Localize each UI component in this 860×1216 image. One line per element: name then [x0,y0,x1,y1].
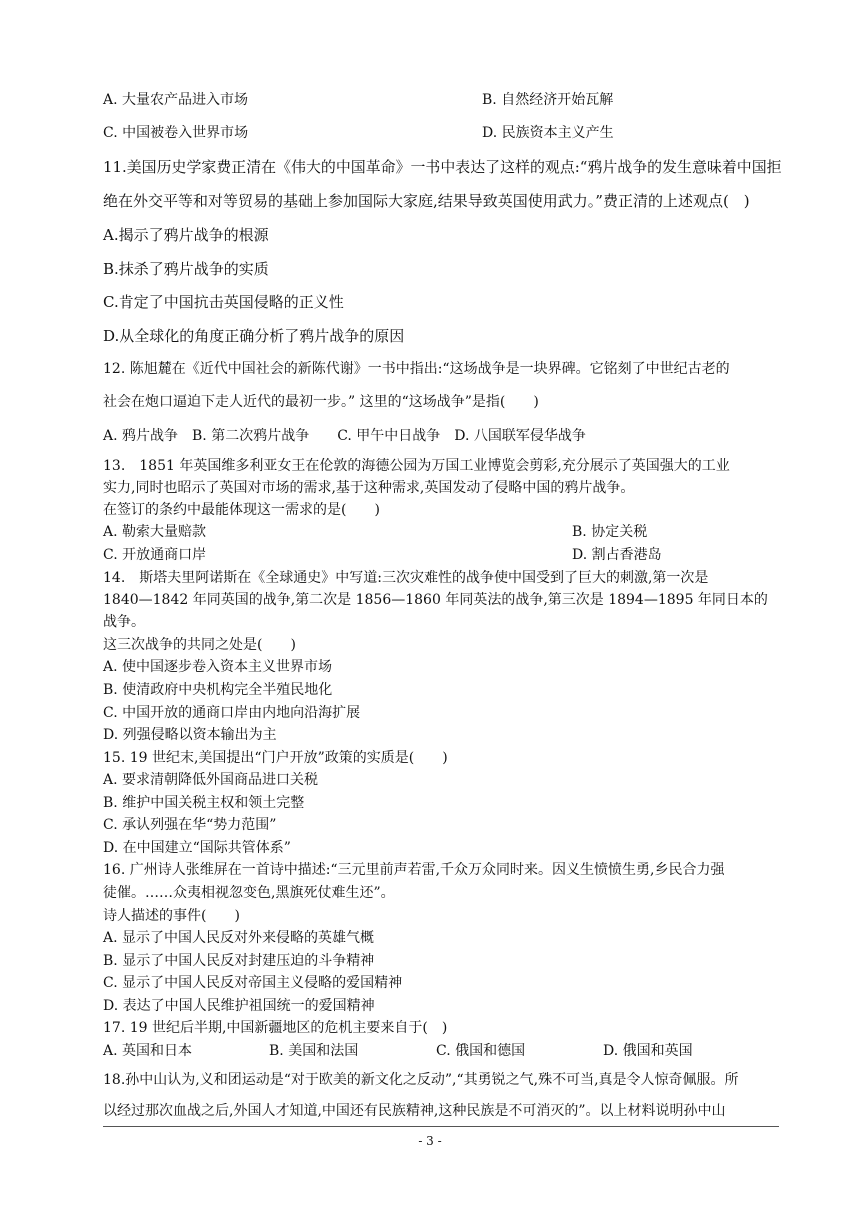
q12-stem-line-2: 社会在炮口逼迫下走人近代的最初一步。” 这里的“这场战争”是指( ) [103,394,539,410]
q16-option-b: B. 显示了中国人民反对封建压迫的斗争精神 [103,953,375,969]
q14-stem-line-1: 14. 斯塔夫里阿诺斯在《全球通史》中写道:三次灾难性的战争使中国受到了巨大的刺激,第一次是 [103,570,709,586]
q11-stem-line-1: 11.美国历史学家费正清在《伟大的中国革命》一书中表达了这样的观点:“鸦片战争的发生意味着中国拒 [103,158,782,176]
q13-stem-line-1: 13. 1851 年英国维多利亚女王在伦敦的海德公园为万国工业博览会剪彩,充分展示了英国强大的工业 [103,458,730,474]
q15-option-a: A. 要求清朝降低外国商品进口关税 [103,772,319,788]
q14-stem-line-2: 1840—1842 年同英国的战争,第二次是 1856—1860 年同英法的战争,第三次是 1894—1895 年同日本的 [103,592,768,608]
q13-stem-line-2: 实力,同时也昭示了英国对市场的需求,基于这种需求,英国发动了侵略中国的鸦片战争。 [103,480,635,496]
q18-stem-line-2: 以经过那次血战之后,外国人才知道,中国还有民族精神,这种民族是不可消灭的”。以上材料说明孙中山 [103,1103,726,1119]
q16-stem-line-3: 诗人描述的事件( ) [103,908,240,924]
q11-option-b: B.抹杀了鸦片战争的实质 [103,260,269,278]
q17-option-b: B. 美国和法国 [269,1043,359,1059]
q13-option-b: B. 协定关税 [572,524,648,540]
q15-option-c: C. 承认列强在华“势力范围” [103,817,277,833]
q11-stem-line-2: 绝在外交平等和对等贸易的基础上参加国际大家庭,结果导致英国使用武力。”费正清的上述观点( ) [103,192,750,210]
q10-option-c: C. 中国被卷入世界市场 [103,125,249,141]
q11-option-a: A.揭示了鸦片战争的根源 [103,226,269,244]
q17-option-d: D. 俄国和英国 [603,1043,693,1059]
q13-option-c: C. 开放通商口岸 [103,547,207,563]
q10-option-b: B. 自然经济开始瓦解 [482,92,614,108]
q11-option-d: D.从全球化的角度正确分析了鸦片战争的原因 [103,327,405,345]
q17-stem: 17. 19 世纪后半期,中国新疆地区的危机主要来自于( ) [103,1020,448,1036]
q16-option-c: C. 显示了中国人民反对帝国主义侵略的爱国精神 [103,975,403,991]
q11-option-c: C.肯定了中国抗击英国侵略的正义性 [103,293,344,311]
q16-option-a: A. 显示了中国人民反对外来侵略的英雄气概 [103,930,375,946]
q10-option-d: D. 民族资本主义产生 [482,125,614,141]
q16-stem-line-2: 徒催。……众夷相视忽变色,黑旗死仗难生还”。 [103,885,395,901]
q14-stem-line-3: 战争。 [103,614,145,630]
q15-option-d: D. 在中国建立“国际共管体系” [103,840,291,856]
q10-option-a: A. 大量农产品进入市场 [103,92,249,108]
q14-stem-line-4: 这三次战争的共同之处是( ) [103,637,296,653]
q14-option-a: A. 使中国逐步卷入资本主义世界市场 [103,659,333,675]
q16-stem-line-1: 16. 广州诗人张维屏在一首诗中描述:“三元里前声若雷,千众万众同时来。因义生愤愤生勇,乡民合力强 [103,862,725,878]
q12-options: A. 鸦片战争 B. 第二次鸦片战争 C. 甲午中日战争 D. 八国联军侵华战争 [103,428,586,444]
q18-stem-line-1: 18.孙中山认为,义和团运动是“对于欧美的新文化之反动”,“其勇锐之气,殊不可当,真是令人惊奇佩服。所 [103,1072,739,1088]
q14-option-d: D. 列强侵略以资本输出为主 [103,727,277,743]
q15-stem: 15. 19 世纪末,美国提出“门户开放”政策的实质是( ) [103,750,448,766]
q16-option-d: D. 表达了中国人民维护祖国统一的爱国精神 [103,998,375,1014]
q14-option-b: B. 使清政府中央机构完全半殖民地化 [103,682,333,698]
q15-option-b: B. 维护中国关税主权和领土完整 [103,795,305,811]
q13-option-d: D. 割占香港岛 [572,547,662,563]
footer-divider [103,1126,779,1127]
q14-option-c: C. 中国开放的通商口岸由内地向沿海扩展 [103,705,361,721]
q13-stem-line-3: 在签订的条约中最能体现这一需求的是( ) [103,502,380,518]
page-number: - 3 - [418,1134,442,1148]
q17-option-c: C. 俄国和德国 [436,1043,526,1059]
q12-stem-line-1: 12. 陈旭麓在《近代中国社会的新陈代谢》一书中指出:“这场战争是一块界碑。它铭刻了中世纪古老的 [103,361,730,377]
q13-option-a: A. 勒索大量赔款 [103,524,207,540]
q17-option-a: A. 英国和日本 [103,1043,193,1059]
